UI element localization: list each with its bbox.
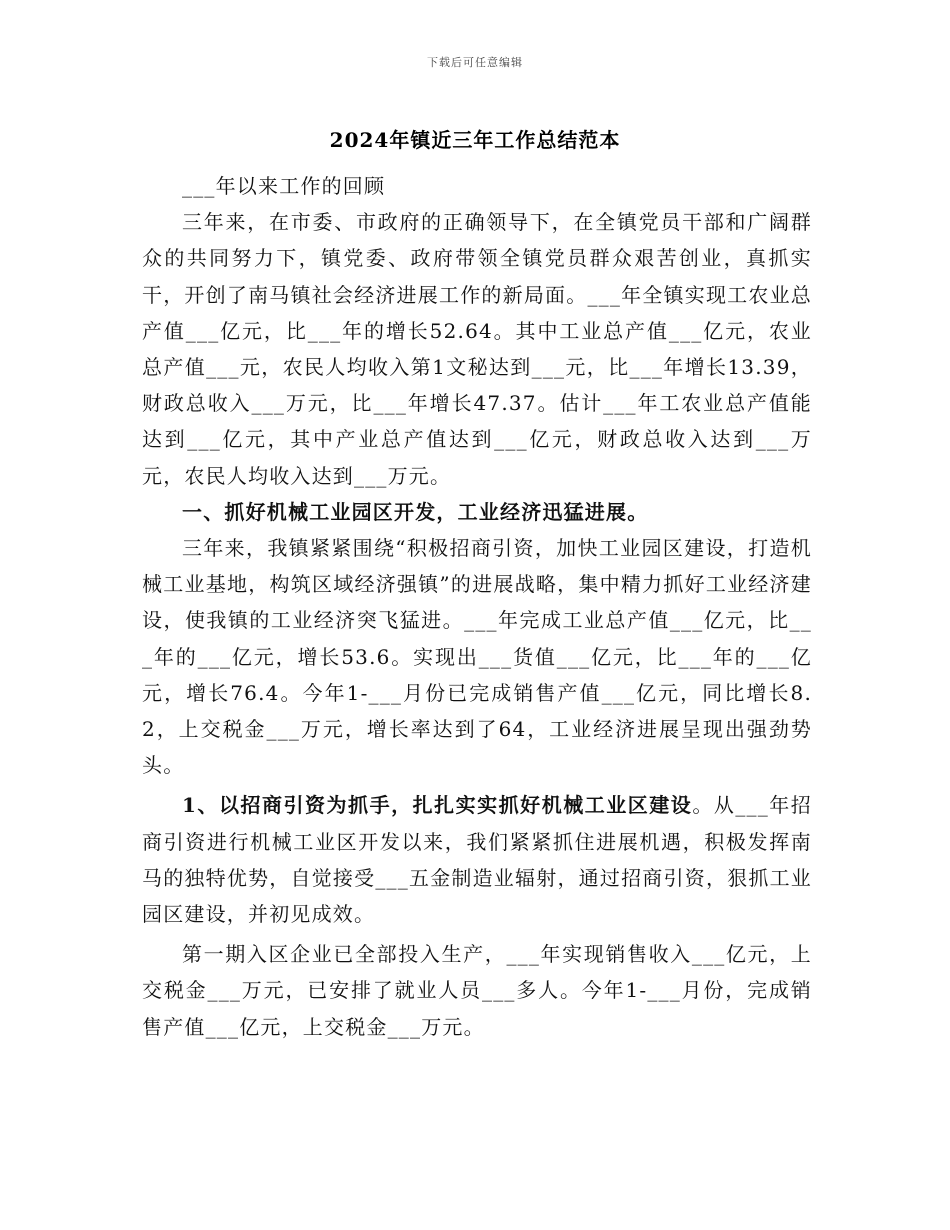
document-title: 2024年镇近三年工作总结范本 [329, 128, 621, 152]
section-heading-1: 一、抓好机械工业园区开发，工业经济迅猛进展。 [182, 499, 649, 524]
subheading-1-1-text: 。从___年招商引资进行机械工业区开发以来，我们紧紧抓住进展机遇，积极发挥南马的独特优势，自觉接受___五金制造业辐射，通过招商引资，狠抓工业园区建设，并初见成效。 [142, 793, 812, 927]
paragraph-first-phase: 第一期入区企业已全部投入生产，___年实现销售收入___亿元，上交税金___万元，已安排了就业人员___多人。今年1-___月份，完成销售产值___亿元，上交税金___万元。 [142, 942, 812, 1039]
section-intro-line: ___年以来工作的回顾 [182, 174, 386, 198]
page-header-note: 下载后可任意编辑 [427, 56, 523, 69]
subheading-1-1: 1、以招商引资为抓手，扎扎实实抓好机械工业区建设 [182, 793, 693, 818]
document-body [142, 168, 812, 1045]
paragraph-review: 三年来，在市委、市政府的正确领导下，在全镇党员干部和广阔群众的共同努力下，镇党委、政府带领全镇党员群众艰苦创业，真抓实干，开创了南马镇社会经济进展工作的新局面。___年全镇实现工农业总产值___亿元，比___年的增长52.64。其中工业总产值___亿元，农业总产值___元，农民人均收入第1文秘达到___元，比___年增长13.39，财政总收入___万元，比___年增长47.37。估计___年工农业总产值能达到___亿元，其中产业总产值达到___亿元，财政总收入达到___万元，农民人均收入达到___万元。 [142, 210, 812, 488]
paragraph-industry: 三年来，我镇紧紧围绕“积极招商引资，加快工业园区建设，打造机械工业基地，构筑区域经济强镇”的进展战略，集中精力抓好工业经济建设，使我镇的工业经济突飞猛进。___年完成工业总产值___亿元，比___年的___亿元，增长53.6。实现出___货值___亿元，比___年的___亿元，增长76.4。今年1-___月份已完成销售产值___亿元，同比增长8.2，上交税金___万元，增长率达到了64，工业经济进展呈现出强劲势头。 [142, 536, 812, 778]
paragraph-investment [142, 787, 812, 932]
